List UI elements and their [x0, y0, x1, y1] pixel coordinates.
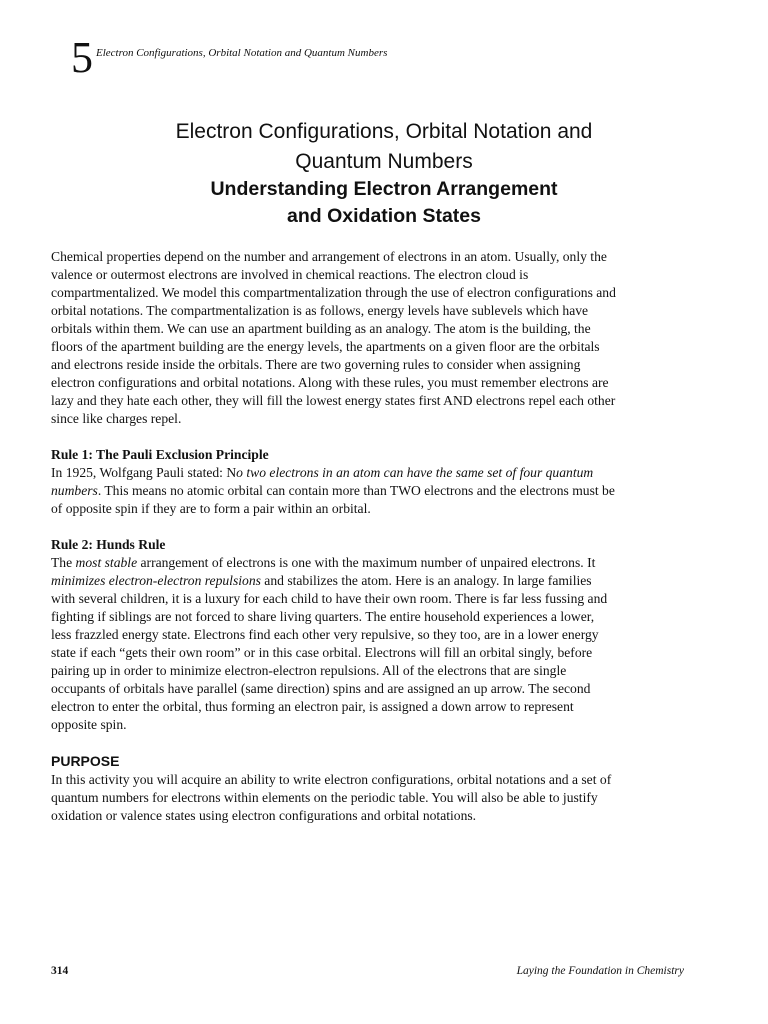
purpose-heading: PURPOSE [51, 753, 120, 769]
rule1-section [51, 446, 691, 518]
intro-line: floors of the apartment building are the energy levels, the apartments on a given floor are the orbitals [51, 339, 600, 354]
page-number: 314 [51, 965, 69, 977]
page-title [0, 117, 768, 177]
intro-line: orbital notations. The compartmentalization is as follows, energy levels have sublevels which have [51, 303, 589, 318]
rule2-line: occupants of orbitals have parallel (same direction) spins and are assigned an up arrow. The second [51, 681, 591, 696]
document-body [51, 248, 691, 825]
page-subtitle [0, 176, 768, 230]
rule2-line: with several children, it is a luxury for each child to have their own room. There is far less fussing and [51, 591, 608, 606]
title-line-2: Quantum Numbers [295, 150, 473, 173]
rule2-text: The [51, 555, 76, 570]
rule1-text: of opposite spin if they are to form a pair within an orbital. [51, 501, 371, 516]
title-line-1: Electron Configurations, Orbital Notation and [175, 120, 593, 143]
intro-line: Chemical properties depend on the number and arrangement of electrons in an atom. Usually, only the [51, 249, 607, 264]
rule2-text: and stabilizes the atom. Here is an analogy. In large families [260, 573, 592, 588]
rule2-text: arrangement of electrons is one with the maximum number of unpaired electrons. It [137, 555, 596, 570]
purpose-line: oxidation or valence states using electron configurations and orbital notations. [51, 808, 477, 823]
intro-line: electron configurations and orbital notations. Along with these rules, you must remember electrons are [51, 375, 609, 390]
intro-line: compartmentalized. We model this compartmentalization through the use of electron configurations and [51, 285, 616, 300]
subtitle-line-2: and Oxidation States [287, 205, 481, 227]
running-header: Electron Configurations, Orbital Notation and Quantum Numbers [96, 47, 388, 59]
rule1-text: In 1925, Wolfgang Pauli stated: N [51, 465, 237, 480]
rule2-section [51, 536, 691, 734]
rule1-text: . This means no atomic orbital can contain more than TWO electrons and the electrons must be [97, 483, 615, 498]
purpose-section [51, 752, 691, 825]
rule2-line: opposite spin. [51, 717, 127, 732]
rule2-line: less frazzled energy state. Electrons find each other very repulsive, so they too, are in a lower energy [51, 627, 599, 642]
rule2-italic-text: minimizes electron-electron repulsions [51, 573, 261, 588]
intro-line: orbitals within them. We can use an apartment building as an analogy. The atom is the building, the [51, 321, 591, 336]
rule1-italic-text: numbers [51, 483, 98, 498]
purpose-line: In this activity you will acquire an ability to write electron configurations, orbital notations and a set of [51, 772, 612, 787]
footer-book-title: Laying the Foundation in Chemistry [516, 965, 684, 977]
rule2-line: state if each “gets their own room” or in this case orbital. Electrons will fill an orbital singly, before [51, 645, 593, 660]
rule1-heading: Rule 1: The Pauli Exclusion Principle [51, 447, 269, 462]
intro-line: lazy and they hate each other, they will fill the lowest energy states first AND electrons repel each other [51, 393, 616, 408]
rule2-line: pairing up in order to minimize electron-electron repulsions. All of the electrons that are single [51, 663, 567, 678]
rule2-italic-text: most stable [75, 555, 138, 570]
rule2-heading: Rule 2: Hunds Rule [51, 537, 166, 552]
purpose-line: quantum numbers for electrons within elements on the periodic table. You will also be able to justify [51, 790, 598, 805]
rule1-italic-text: o two electrons in an atom can have the same set of four quantum [236, 465, 594, 480]
rule2-line: fighting if siblings are not forced to share living quarters. The entire household experiences a lower, [51, 609, 595, 624]
intro-paragraph [51, 248, 691, 428]
subtitle-line-1: Understanding Electron Arrangement [210, 178, 558, 200]
intro-line: and electrons reside inside the orbitals. There are two governing rules to consider when assigning [51, 357, 581, 372]
chapter-number: 5 [71, 33, 93, 82]
rule2-line: electron to enter the orbital, thus forming an electron pair, is assigned a down arrow to represent [51, 699, 574, 714]
intro-line: since like charges repel. [51, 411, 182, 426]
intro-line: valence or outermost electrons are involved in chemical reactions. The electron cloud is [51, 267, 529, 282]
